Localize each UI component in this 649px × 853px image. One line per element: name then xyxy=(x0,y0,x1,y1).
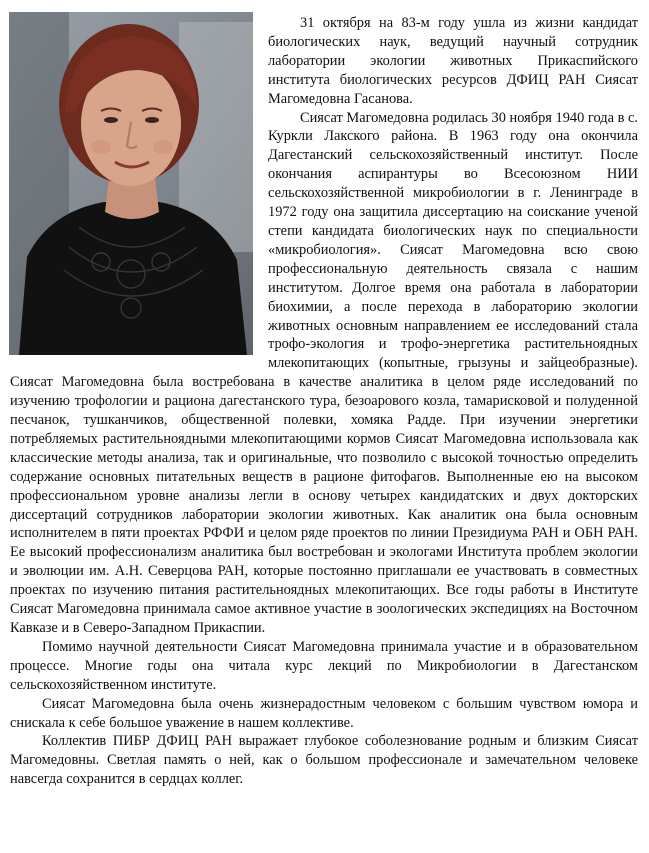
paragraph-teaching: Помимо научной деятельности Сиясат Магомедовна принимала участие и в образовательном процессе. Многие годы она читала курс лекций по Микробиологии в Дагестанском сельскохозяйственном институте. xyxy=(10,638,638,693)
photo-wrap-spacer xyxy=(10,14,268,361)
paragraph-intro: 31 октября на 83-м году ушла из жизни кандидат биологических наук, ведущий научный сотрудник лаборатории экологии животных Прикаспийского института биологических ресурсов ДФИЦ РАН Сиясат Магомедовна Гасанова. xyxy=(268,15,638,107)
paragraph-character: Сиясат Магомедовна была очень жизнерадостным человеком с большим чувством юмора и снискала к себе большое уважение в нашем коллективе. xyxy=(10,695,638,731)
paragraph-condolences: Коллектив ПИБР ДФИЦ РАН выражает глубокое соболезнование родным и близким Сиясат Магомедовны. Светлая память о ней, как о большом профессионале и замечательном человеке навсегда сохранится в сердцах коллег. xyxy=(10,733,638,788)
paragraph-biography: Сиясат Магомедовна родилась 30 ноября 1940 года в с. Куркли Лакского района. В 1963 году она окончила Дагестанский сельскохозяйственный институт. После окончания аспирантуры во Всесоюзном НИИ сельскохозяйственной микробиологии в г. Ленинграде в 1972 году она защитила диссертацию на соискание ученой степи кандидата биологических наук по специальности «микробиология». Сиясат Магомедовна всю свою профессиональную деятельность связала с нашим институтом. Долгое время она работала в лаборатории биохимии, а после перехода в лабораторию экологии животных основным направлением ее исследований стала трофо-экология и трофо-энергетика растительноядных млекопитающих (копытные, грызуны и зайцеобразные). Сиясат Магомедовна была востребована в качестве аналитика в целом ряде исследований по изучению трофологии и рациона дагестанского тура, безоарового козла, тамарисковой и полуденной песчанок, тушканчиков, общественной полевки, хомяка Радде. При изучении энергетики потребляемых растительноядными млекопитающими кормов Сиясат Магомедовна использовала как классические методы анализа, так и оригинальные, что позволило с высокой точностью определить содержание основных питательных веществ в рационе фитофагов. Выполненные ею на высоком профессиональном уровне анализы легли в основу четырех кандидатских и двух докторских диссертаций сотрудников лаборатории экологии животных. Как аналитик она была основным исполнителем в пяти проектах РФФИ и целом ряде проектов по линии Президиума РАН и ОБН РАН. Ее высокий профессионализм аналитика был востребован и экологами Института проблем экологии и эволюции им. А.Н. Северцова РАН, которые постоянно приглашали ее участвовать в совместных проектах по изучению питания растительноядных млекопитающих. Все годы работы в Институте Сиясат Магомедовна принимала самое активное участие в зоологических экспедициях на Восточном Кавказе и в Северо-Западном Прикаспии. xyxy=(10,109,638,636)
obituary-text xyxy=(10,14,638,789)
